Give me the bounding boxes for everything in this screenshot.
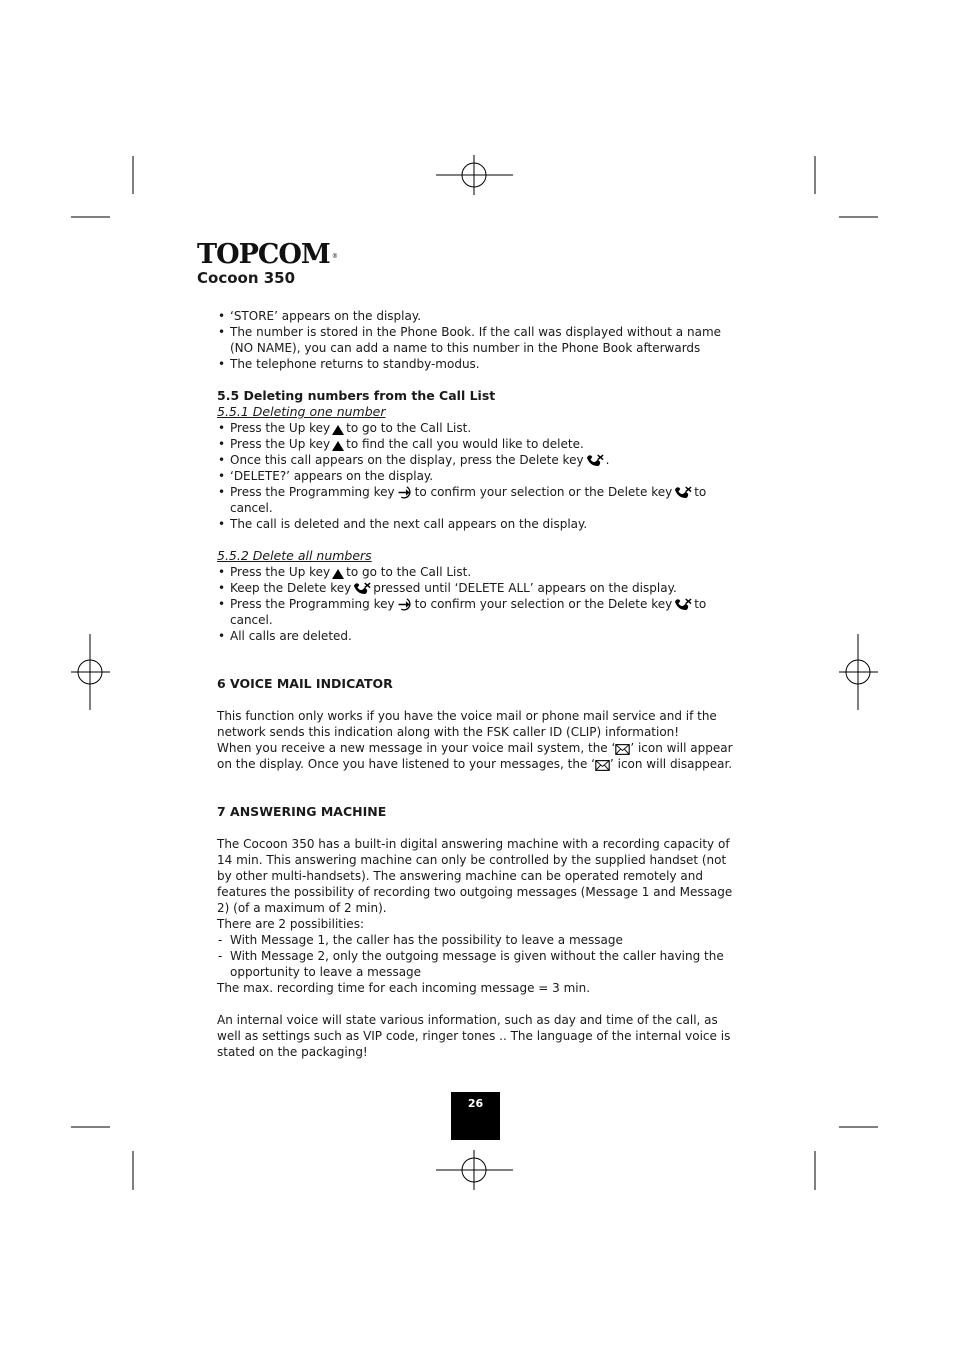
- delete-key-icon: [586, 454, 604, 467]
- text: to cancel.: [230, 597, 707, 627]
- text: to go to the Call List.: [346, 421, 472, 435]
- list-item: - With Message 2, only the outgoing message is given without the caller having the opportunity to leave a message: [217, 948, 742, 980]
- text: Keep the Delete key: [230, 581, 352, 595]
- envelope-icon: [615, 744, 630, 755]
- paragraph: The max. recording time for each incoming message = 3 min.: [217, 981, 591, 995]
- subsection-heading-5-5-1: 5.5.1 Deleting one number: [217, 404, 386, 419]
- registered-mark: ®: [331, 253, 338, 260]
- programming-key-icon: [397, 486, 413, 499]
- envelope-icon: [595, 760, 610, 771]
- text: Press the Up key: [230, 565, 331, 579]
- up-arrow-key-icon: [332, 425, 344, 435]
- header: [197, 239, 338, 287]
- page-number-box: [451, 1092, 500, 1140]
- subsection-heading-5-5-2: 5.5.2 Delete all numbers: [217, 548, 372, 563]
- topcom-logo: [197, 239, 338, 270]
- page-number: 26: [467, 1097, 484, 1110]
- delete-key-icon: [674, 486, 692, 499]
- up-arrow-key-icon: [332, 441, 344, 451]
- up-arrow-key-icon: [332, 569, 344, 579]
- text: to cancel.: [230, 485, 707, 515]
- text: ’ icon will appear on the display. Once you have listened to your messages, the ‘: [217, 741, 733, 771]
- text: ’ icon will disappear.: [609, 757, 733, 771]
- text: Press the Programming key: [230, 597, 395, 611]
- list-item: [217, 580, 742, 596]
- section-heading-6: 6 VOICE MAIL INDICATOR: [217, 676, 393, 691]
- text: to go to the Call List.: [346, 565, 472, 579]
- list-item: • The call is deleted and the next call appears on the display.: [217, 516, 742, 532]
- list-item: [217, 484, 742, 516]
- programming-key-icon: [397, 598, 413, 611]
- delete-key-icon: [353, 582, 371, 595]
- text: Press the Programming key: [230, 485, 395, 499]
- dash-list: [217, 932, 742, 980]
- list-item: • ‘DELETE?’ appears on the display.: [217, 468, 742, 484]
- paragraph: This function only works if you have the voice mail or phone mail service and if the network sends this indication along with the FSK caller ID (CLIP) information!: [217, 709, 717, 739]
- text: to find the call you would like to delete.: [346, 437, 584, 451]
- text: Press the Up key: [230, 421, 331, 435]
- text: Press the Up key: [230, 437, 331, 451]
- bullet-list: [217, 420, 742, 532]
- paragraph: There are 2 possibilities:: [217, 917, 364, 931]
- section-heading-5-5: 5.5 Deleting numbers from the Call List: [217, 388, 496, 403]
- text: to confirm your selection or the Delete key: [414, 597, 673, 611]
- paragraph: [217, 740, 742, 772]
- page-content: [217, 308, 742, 1060]
- list-item: [217, 436, 742, 452]
- text: to confirm your selection or the Delete key: [414, 485, 673, 499]
- text: .: [605, 453, 610, 467]
- model-name: Cocoon 350: [197, 269, 296, 287]
- text: When you receive a new message in your voice mail system, the ‘: [217, 741, 616, 755]
- bullet-list: [217, 564, 742, 644]
- list-item: [217, 420, 742, 436]
- list-item: • The number is stored in the Phone Book. If the call was displayed without a name (NO NAME), you can add a name to this number in the Phone Book afterwards: [217, 324, 742, 356]
- bullet-list: [217, 308, 742, 372]
- list-item: • The telephone returns to standby-modus.: [217, 356, 742, 372]
- list-item: - With Message 1, the caller has the possibility to leave a message: [217, 932, 742, 948]
- section-heading-7: 7 ANSWERING MACHINE: [217, 804, 387, 819]
- delete-key-icon: [674, 598, 692, 611]
- text: Once this call appears on the display, press the Delete key: [230, 453, 584, 467]
- list-item: • All calls are deleted.: [217, 628, 742, 644]
- paragraph: An internal voice will state various information, such as day and time of the call, as well as settings such as VIP code, ringer tones .. The language of the internal voice is stated on the packaging!: [217, 1013, 731, 1059]
- list-item: [217, 564, 742, 580]
- list-item: [217, 596, 742, 628]
- list-item: • ‘STORE’ appears on the display.: [217, 308, 742, 324]
- text: pressed until ‘DELETE ALL’ appears on the display.: [373, 581, 677, 595]
- paragraph: The Cocoon 350 has a built-in digital answering machine with a recording capacity of 14 min. This answering machine can only be controlled by the supplied handset (not by other multi-handsets). The answering machine can be operated remotely and features the possibility of recording two outgoing messages (Message 1 and Message 2) (of a maximum of 2 min).: [217, 837, 733, 915]
- brand-name: TOPCOM: [197, 239, 330, 270]
- list-item: [217, 452, 742, 468]
